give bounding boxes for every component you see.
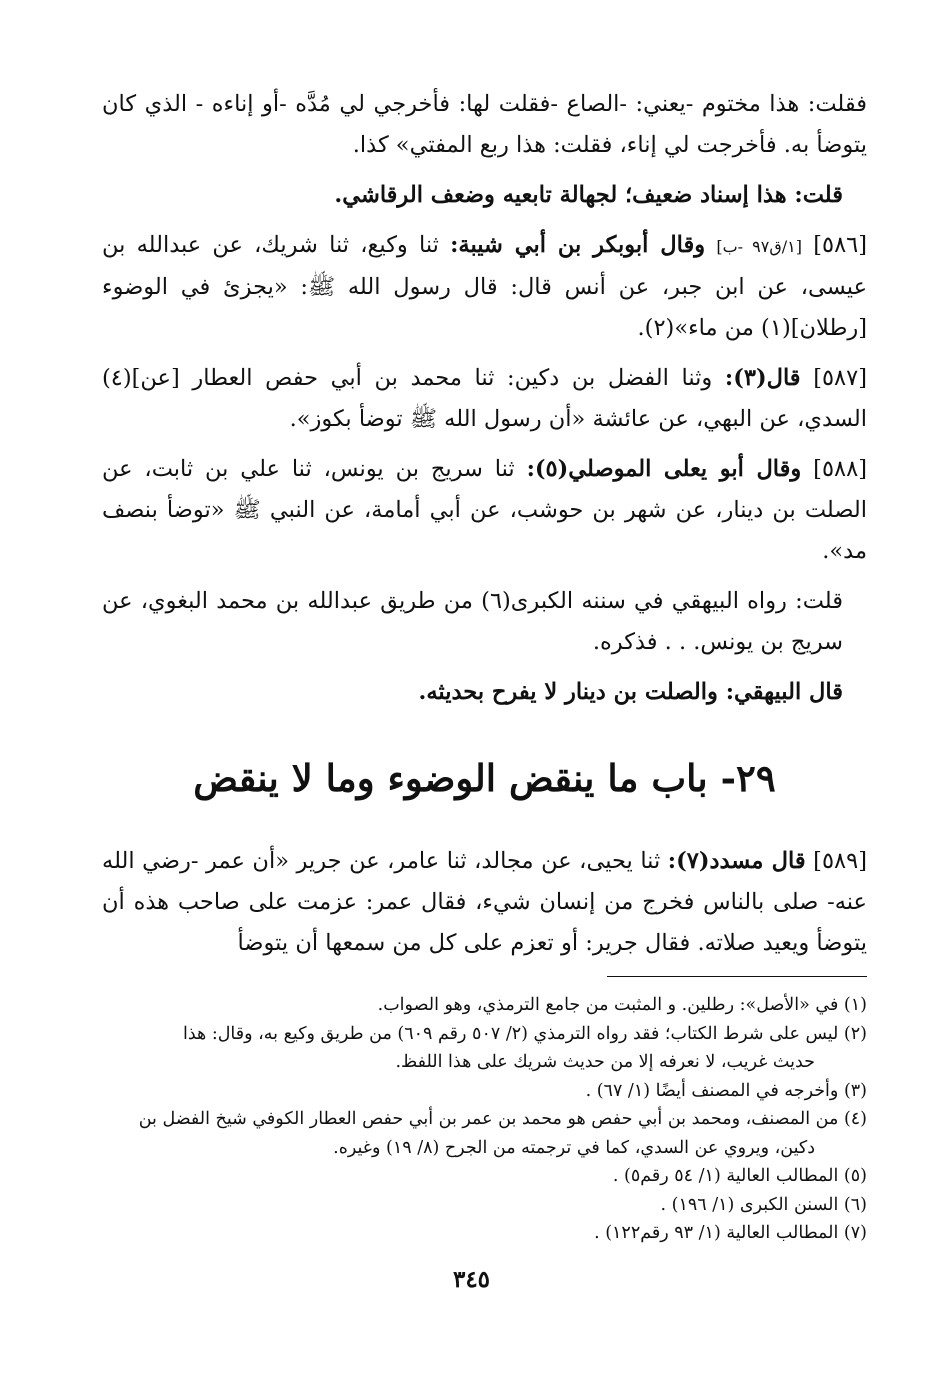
hadith-number: [٥٨٧]	[813, 365, 868, 391]
hadith-text: وثنا الفضل بن دكين: ثنا محمد بن أبي حفص العطار [عن](٤) السدي، عن البهي، عن عائشة «أن رسول الله ﷺ توضأ بكوز».	[102, 365, 867, 432]
hadith-number: [٥٨٩]	[813, 848, 867, 874]
hadith-589	[102, 841, 867, 964]
hadith-narrator: قال مسدد(٧):	[667, 848, 806, 874]
hadith-586	[102, 225, 867, 349]
hadith-text: ثنا وكيع، ثنا شريك، عن عبدالله بن عيسى، عن ابن جبر، عن أنس قال: قال رسول الله ﷺ: «يجزئ في الوضوء [رطلان](١) من ماء»(٢).	[102, 232, 867, 341]
footnote-6: (٦) السنن الكبرى (١/ ١٩٦) .	[660, 1194, 867, 1215]
paragraph-grading-note: قلت: هذا إسناد ضعيف؛ لجهالة تابعيه وضعف الرقاشي.	[334, 182, 843, 208]
chapter-title: ٢٩- باب ما ينقض الوضوء وما لا ينقض	[193, 756, 776, 800]
footnote-3: (٣) وأخرجه في المصنف أيضًا (١/ ٦٧) .	[585, 1080, 867, 1101]
hadith-narrator: قال(٣):	[724, 365, 801, 391]
footnote-7: (٧) المطالب العالية (١/ ٩٣ رقم١٢٢) .	[594, 1223, 867, 1243]
footnotes	[102, 991, 867, 1248]
manuscript-ref: [١/ق٩٧ -ب]	[716, 237, 803, 256]
hadith-number: [٥٨٦]	[813, 232, 868, 258]
hadith-text: ثنا يحيى، عن مجالد، ثنا عامر، عن جرير «أن عمر -رضي الله عنه- صلى بالناس فخرج من إنسان شيء، فقال عمر: عزمت على صاحب هذه أن يتوضأ ويعيد صلاته. فقال جرير: أو تعزم على كل من سمعها أن يتوضأ	[102, 848, 867, 956]
paragraph-baihaqi-note: قلت: رواه البيهقي في سننه الكبرى(٦) من طريق عبدالله بن محمد البغوي، عن سريج بن يونس. . . فذكره.	[102, 588, 843, 655]
hadith-587	[102, 358, 867, 440]
hadith-text: ثنا سريج بن يونس، ثنا علي بن ثابت، عن الصلت بن دينار، عن شهر بن حوشب، عن أبي أمامة، عن النبي ﷺ «توضأ بنصف مد».	[102, 456, 867, 564]
footnote-5: (٥) المطالب العالية (١/ ٥٤ رقم٥) .	[612, 1166, 867, 1186]
footnote-1: (١) في «الأصل»: رطلين. و المثبت من جامع الترمذي، وهو الصواب.	[377, 995, 867, 1015]
paragraph-baihaqi-comment: قال البيهقي: والصلت بن دينار لا يفرح بحديثه.	[418, 679, 843, 705]
hadith-narrator: وقال أبوبكر بن أبي شيبة:	[450, 232, 706, 258]
hadith-number: [٥٨٨]	[813, 456, 867, 482]
footnote-2: (٢) ليس على شرط الكتاب؛ فقد رواه الترمذي (٢/ ٥٠٧ رقم ٦٠٩) من طريق وكيع به، وقال: هذا حديث غريب، لا نعرفه إلا من حديث شريك على هذا اللفظ.	[182, 1023, 867, 1072]
paragraph-continuation: فقلت: هذا مختوم -يعني: -الصاع -فقلت لها: فأخرجي لي مُدَّه -أو إناءه - الذي كان يتوضأ به. فأخرجت لي إناء، فقلت: هذا ربع المفتي» كذا.	[102, 91, 867, 158]
page-number: ٣٤٥	[452, 1266, 491, 1293]
hadith-588	[102, 449, 867, 572]
footnote-divider	[607, 976, 867, 977]
footnote-4: (٤) من المصنف، ومحمد بن أبي حفص هو محمد بن عمر بن أبي حفص العطار الكوفي شيخ الفضل بن دكين، ويروي عن السدي، كما في ترجمته من الجرح (٨/ ١٩) وغيره.	[138, 1109, 867, 1158]
hadith-narrator: وقال أبو يعلى الموصلي(٥):	[526, 456, 802, 482]
